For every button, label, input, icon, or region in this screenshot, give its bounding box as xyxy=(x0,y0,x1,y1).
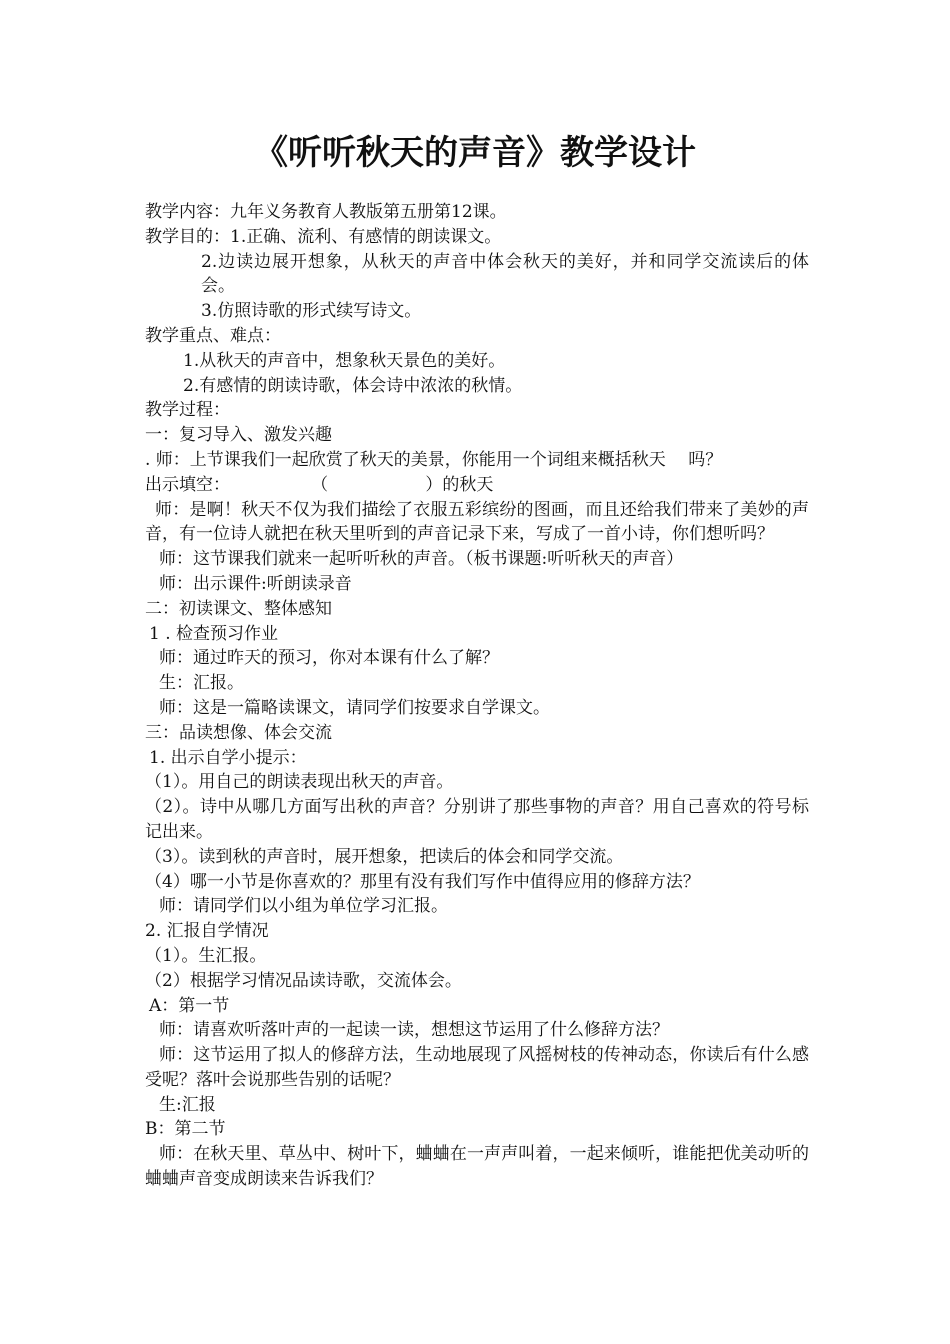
tip-3: （3）。读到秋的声音时，展开想象，把读后的体会和同学交流。 xyxy=(145,846,624,867)
report-1: （1）。生汇报。 xyxy=(145,945,267,966)
report-heading: 2. 汇报自学情况 xyxy=(145,921,269,942)
fill-blank-line xyxy=(145,473,809,498)
process-heading: 教学过程： xyxy=(145,400,230,421)
teaching-goal-2: 2.边读边展开想象，从秋天的声音中体会秋天的美好，并和同学交流读后的体会。 xyxy=(201,251,809,297)
teacher-line-8: 师：请喜欢听落叶声的一起读一读，想想这节运用了什么修辞方法？ xyxy=(159,1020,669,1041)
teacher-line-10: 师：在秋天里、草丛中、树叶下，蛐蛐在一声声叫着，一起来倾听，谁能把优美动听的蛐蛐声音变成朗读来告诉我们？ xyxy=(145,1144,809,1190)
teacher-line-2: 师：是啊！秋天不仅为我们描绘了衣服五彩缤纷的图画，而且还给我们带来了美妙的声音，有一位诗人就把在秋天里听到的声音记录下来，写成了一首小诗，你们想听吗？ xyxy=(145,499,809,545)
tip-2: （2）。诗中从哪几方面写出秋的声音？分别讲了那些事物的声音？用自己喜欢的符号标记出来。 xyxy=(145,797,809,842)
part-b-heading: B：第二节 xyxy=(145,1119,226,1140)
fill-blank-open: （ xyxy=(311,474,329,495)
teacher-line-3: 师：这节课我们就来一起听听秋的声音。（板书课题:听听秋天的声音） xyxy=(159,549,684,570)
teaching-goal-3: 3.仿照诗歌的形式续写诗文。 xyxy=(201,301,422,322)
tip-1: （1）。用自己的朗读表现出秋天的声音。 xyxy=(145,772,454,793)
student-line-1: 生：汇报。 xyxy=(159,673,244,694)
self-study-tips-heading: 1. 出示自学小提示： xyxy=(149,747,307,768)
teacher-line-6: 师：这是一篇略读课文，请同学们按要求自学课文。 xyxy=(159,697,550,718)
tip-4: （4）哪一小节是你喜欢的？那里有没有我们写作中值得应用的修辞方法？ xyxy=(145,871,700,892)
teacher-line-9: 师：这节运用了拟人的修辞方法，生动地展现了风摇树枝的传神动态，你读后有什么感受呢？落叶会说那些告别的话呢？ xyxy=(145,1045,809,1090)
key-point-1: 1.从秋天的声音中，想象秋天景色的美好。 xyxy=(183,350,506,371)
teacher-line-7: 师：请同学们以小组为单位学习汇报。 xyxy=(159,896,448,917)
section-3-heading: 三：品读想像、体会交流 xyxy=(145,722,332,743)
student-line-2: 生:汇报 xyxy=(159,1094,216,1115)
teaching-goal-line: 教学目的：1.正确、流利、有感情的朗读课文。 xyxy=(145,226,502,247)
report-2: （2）根据学习情况品读诗歌，交流体会。 xyxy=(145,970,462,991)
teacher-line-5: 师：通过昨天的预习，你对本课有什么了解？ xyxy=(159,648,499,669)
fill-blank-label: 出示填空： xyxy=(145,474,230,495)
fill-blank-gap-1 xyxy=(230,475,311,495)
part-a-heading: A：第一节 xyxy=(149,995,230,1016)
document-title: 《听听秋天的声音》教学设计 xyxy=(254,133,696,173)
key-point-2: 2.有感情的朗读诗歌，体会诗中浓浓的秋情。 xyxy=(183,375,523,396)
teacher-line-4: 师：出示课件:听朗读录音 xyxy=(159,573,352,594)
preview-check-line: 1 . 检查预习作业 xyxy=(149,623,279,644)
document-body xyxy=(145,200,809,1192)
section-2-heading: 二：初读课文、整体感知 xyxy=(145,598,332,619)
teaching-content-line: 教学内容：九年义务教育人教版第五册第12课。 xyxy=(145,202,507,222)
fill-blank-close: ）的秋天 xyxy=(425,474,494,495)
teacher-line-1: . 师：上节课我们一起欣赏了秋天的美景，你能用一个词组来概括秋天 吗？ xyxy=(145,449,723,470)
section-1-heading: 一：复习导入、激发兴趣 xyxy=(145,425,332,446)
fill-blank-gap-2 xyxy=(328,475,425,495)
key-points-heading: 教学重点、难点： xyxy=(145,325,281,346)
